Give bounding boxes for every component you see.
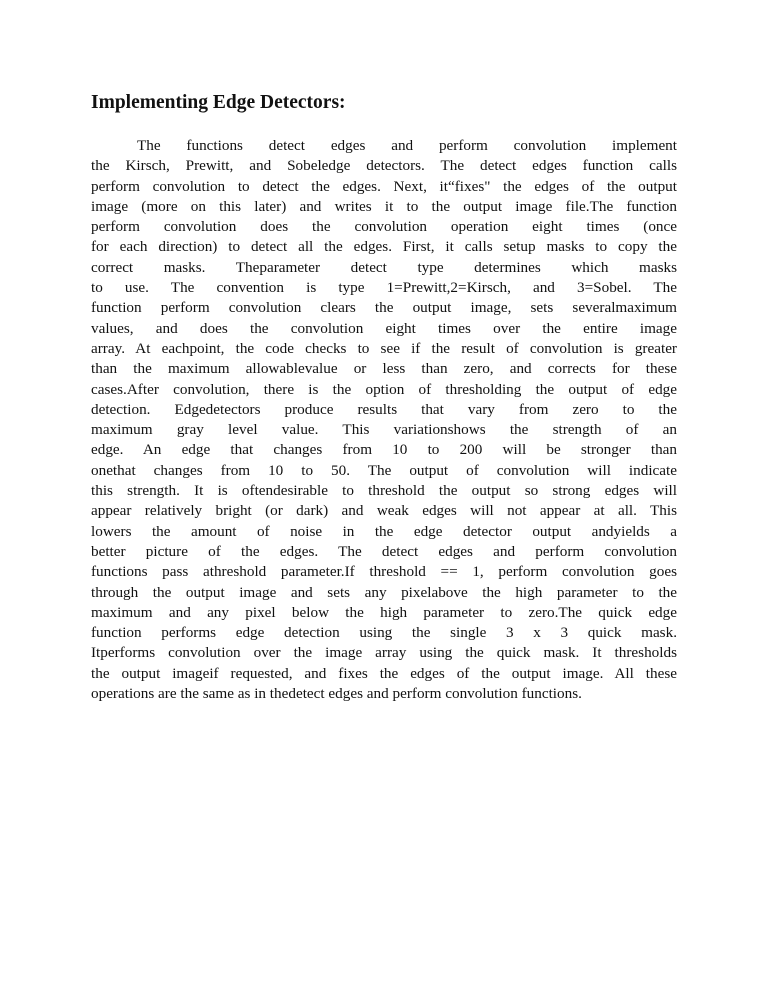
paragraph-line: than the maximum allowablevalue or less than zero, and corrects for these [91, 360, 677, 378]
paragraph-line: maximum gray level value. This variationshows the strength of an [91, 421, 677, 439]
body-paragraph [91, 136, 677, 704]
section-heading: Implementing Edge Detectors: [91, 92, 346, 113]
paragraph-line: correct masks. Theparameter detect type determines which masks [91, 258, 677, 276]
paragraph-line: cases.After convolution, there is the option of thresholding the output of edge [91, 380, 677, 398]
paragraph-line: the Kirsch, Prewitt, and Sobeledge detectors. The detect edges function calls [91, 157, 677, 175]
paragraph-line: functions pass athreshold parameter.If threshold == 1, perform convolution goes [91, 563, 677, 581]
paragraph-line: The functions detect edges and perform convolution implement [137, 137, 677, 154]
paragraph-line: image (more on this later) and writes it to the output image file.The function [91, 197, 677, 215]
paragraph-line: onethat changes from 10 to 50. The output of convolution will indicate [91, 461, 677, 479]
paragraph-line: function perform convolution clears the output image, sets severalmaximum [91, 299, 677, 317]
paragraph-line: array. At eachpoint, the code checks to see if the result of convolution is greater [91, 339, 677, 357]
paragraph-line: edge. An edge that changes from 10 to 200 will be stronger than [91, 441, 677, 459]
paragraph-line: operations are the same as in thedetect edges and perform convolution functions. [91, 685, 582, 703]
paragraph-line: the output imageif requested, and fixes the edges of the output image. All these [91, 664, 677, 682]
paragraph-line: perform convolution to detect the edges. Next, it“fixes" the edges of the output [91, 177, 677, 195]
paragraph-line: Itperforms convolution over the image array using the quick mask. It thresholds [91, 644, 677, 662]
paragraph-line: to use. The convention is type 1=Prewitt,2=Kirsch, and 3=Sobel. The [91, 279, 677, 297]
paragraph-line: lowers the amount of noise in the edge detector output andyields a [91, 522, 677, 540]
paragraph-line: appear relatively bright (or dark) and weak edges will not appear at all. This [91, 502, 677, 520]
paragraph-line: maximum and any pixel below the high parameter to zero.The quick edge [91, 603, 677, 621]
paragraph-line: this strength. It is oftendesirable to threshold the output so strong edges will [91, 482, 677, 500]
paragraph-line: perform convolution does the convolution operation eight times (once [91, 218, 677, 236]
paragraph-line: for each direction) to detect all the edges. First, it calls setup masks to copy the [91, 238, 677, 256]
paragraph-line: function performs edge detection using the single 3 x 3 quick mask. [91, 624, 677, 642]
paragraph-line: through the output image and sets any pixelabove the high parameter to the [91, 583, 677, 601]
paragraph-line: values, and does the convolution eight times over the entire image [91, 319, 677, 337]
paragraph-line: better picture of the edges. The detect edges and perform convolution [91, 542, 677, 560]
paragraph-line: detection. Edgedetectors produce results that vary from zero to the [91, 400, 677, 418]
